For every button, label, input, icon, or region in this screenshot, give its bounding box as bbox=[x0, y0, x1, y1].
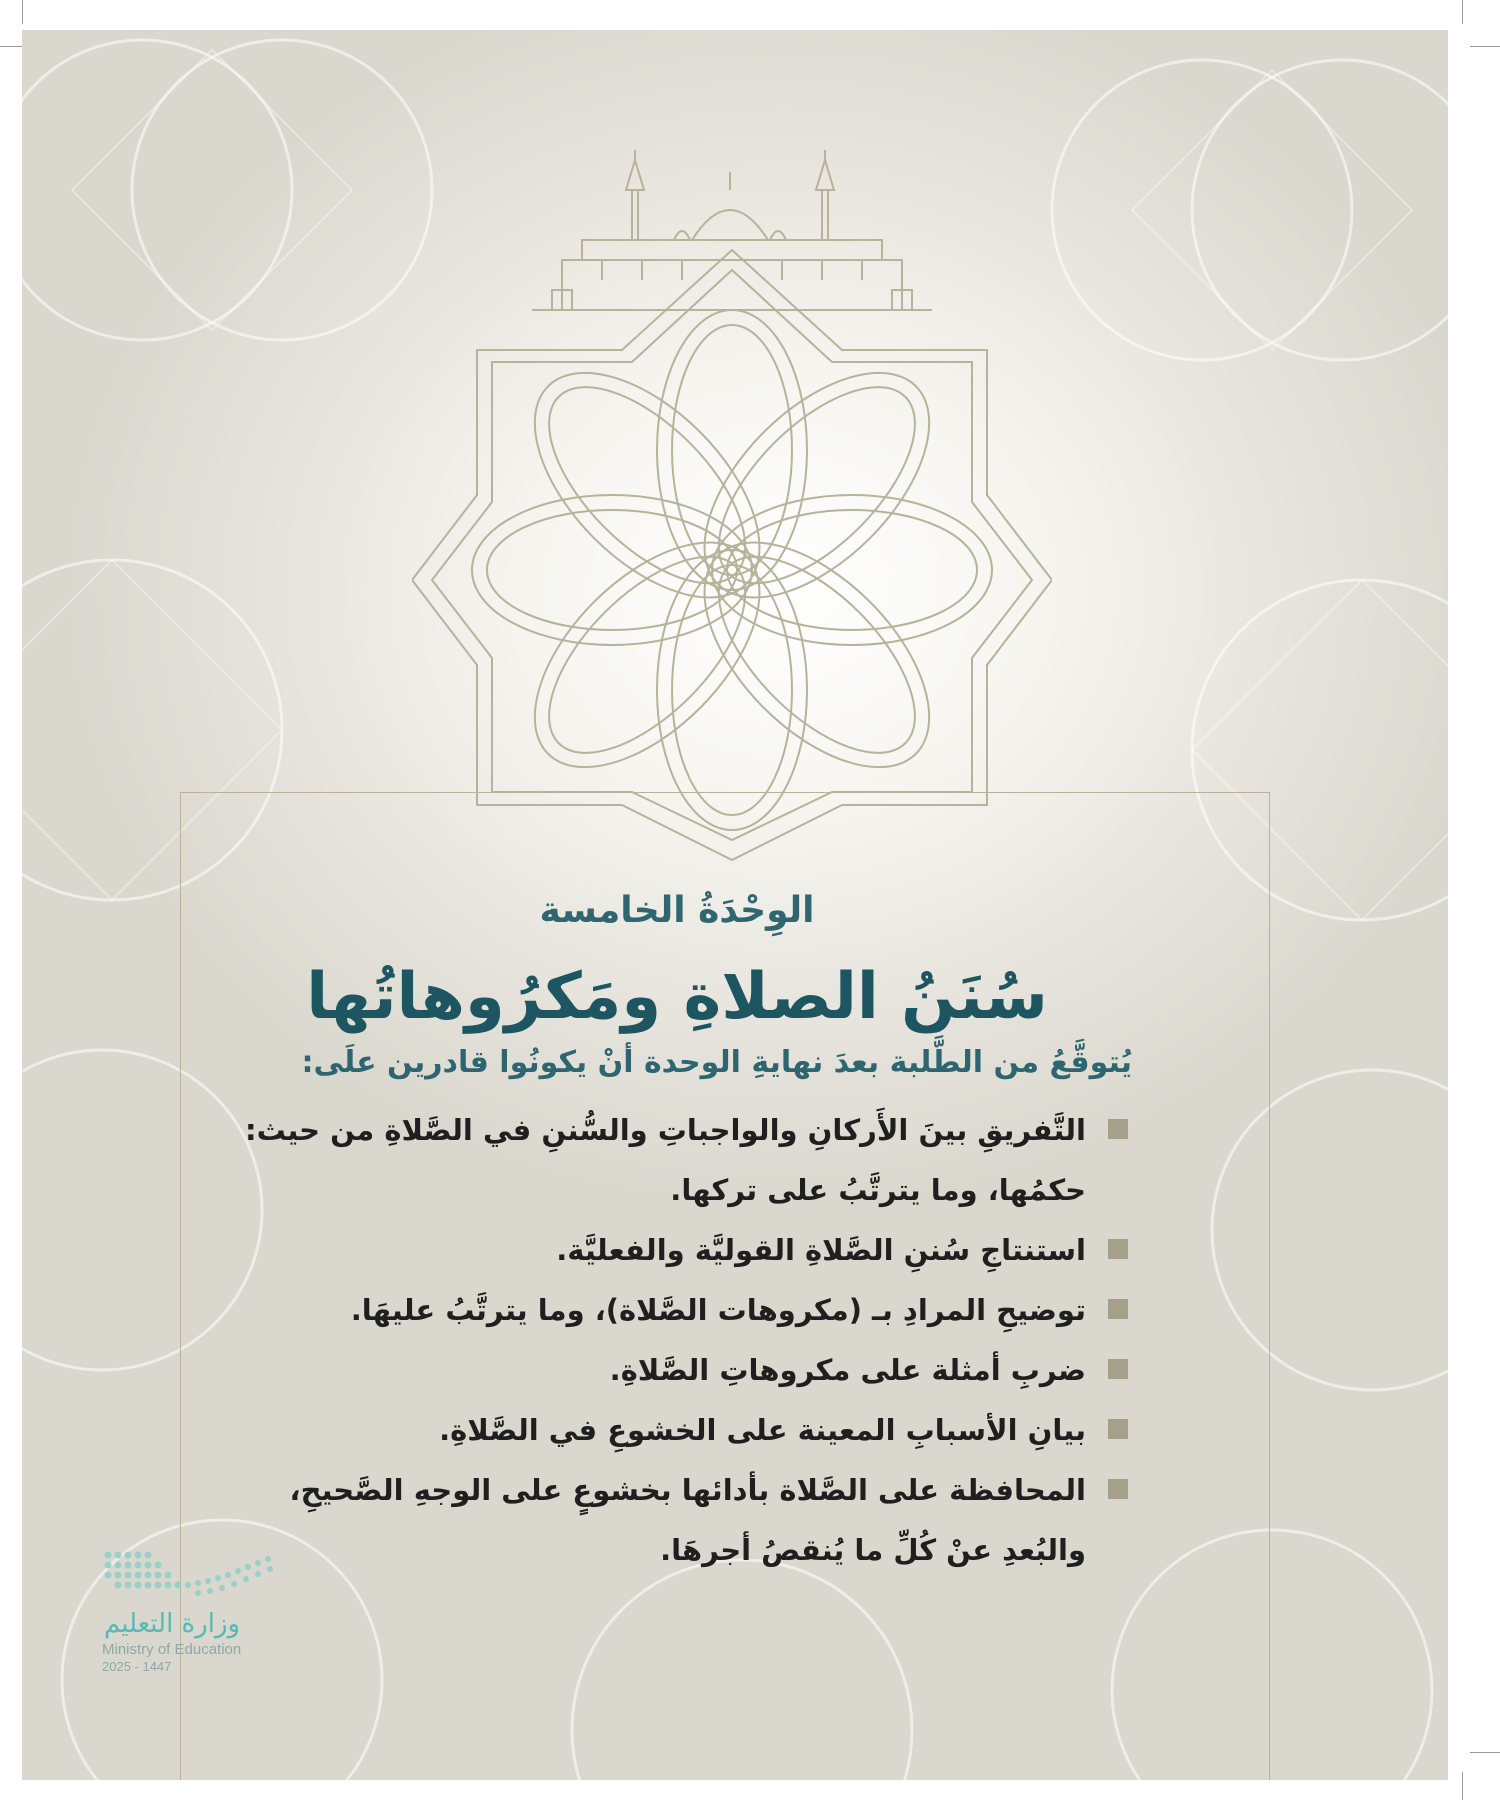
square-bullet-icon bbox=[1108, 1239, 1128, 1259]
mosque-star-ornament bbox=[412, 130, 1052, 890]
objective-text: التَّفريقِ بينَ الأَركانِ والواجباتِ والسُّننِ في الصَّلاةِ من حيث: حكمُها، وما يترتَّبُ على تركها. bbox=[245, 1112, 1086, 1207]
crop-mark bbox=[1470, 46, 1500, 47]
ministry-name-english: Ministry of Education bbox=[102, 1641, 242, 1658]
dots-logo-icon bbox=[100, 1545, 290, 1605]
unit-title: سُنَنُ الصلاةِ ومَكرُوهاتُها bbox=[306, 960, 1048, 1034]
objective-item bbox=[222, 1100, 1132, 1220]
objective-item bbox=[222, 1340, 1132, 1400]
objective-item bbox=[222, 1220, 1132, 1280]
square-bullet-icon bbox=[1108, 1419, 1128, 1439]
objectives-intro: يُتوقَّعُ من الطَّلبة بعدَ نهايةِ الوحدة أنْ يكونُوا قادرين علَى: bbox=[301, 1044, 1132, 1080]
crop-mark bbox=[1462, 0, 1463, 24]
objective-item bbox=[222, 1400, 1132, 1460]
ministry-name-arabic: وزارة التعليم bbox=[104, 1609, 241, 1639]
objectives-list bbox=[222, 1100, 1132, 1580]
crop-mark bbox=[1462, 1772, 1463, 1800]
crop-mark bbox=[22, 0, 23, 24]
objective-text: بيانِ الأسبابِ المعينة على الخشوعِ في الصَّلاةِ. bbox=[439, 1412, 1086, 1447]
square-bullet-icon bbox=[1108, 1299, 1128, 1319]
ministry-logo bbox=[100, 1545, 300, 1674]
objective-text: توضيحِ المرادِ بـ (مكروهات الصَّلاة)، وما يترتَّبُ عليهَا. bbox=[350, 1292, 1086, 1327]
crop-mark bbox=[1470, 1752, 1500, 1753]
objective-text: ضربِ أمثلة على مكروهاتِ الصَّلاةِ. bbox=[609, 1352, 1086, 1387]
objective-item bbox=[222, 1280, 1132, 1340]
square-bullet-icon bbox=[1108, 1479, 1128, 1499]
objective-text: المحافظة على الصَّلاة بأدائها بخشوعٍ على الوجهِ الصَّحيحِ، والبُعدِ عنْ كُلِّ ما يُنقصُ أجرهَا. bbox=[289, 1472, 1086, 1567]
objective-item bbox=[222, 1460, 1132, 1580]
unit-intro bbox=[222, 890, 1132, 1580]
edition-year: 2025 - 1447 bbox=[102, 1659, 172, 1674]
unit-number: الوِحْدَةُ الخامسة bbox=[539, 890, 815, 931]
objective-text: استنتاجِ سُننِ الصَّلاةِ القوليَّة والفعليَّة. bbox=[556, 1232, 1086, 1267]
square-bullet-icon bbox=[1108, 1119, 1128, 1139]
page bbox=[22, 30, 1448, 1780]
square-bullet-icon bbox=[1108, 1359, 1128, 1379]
